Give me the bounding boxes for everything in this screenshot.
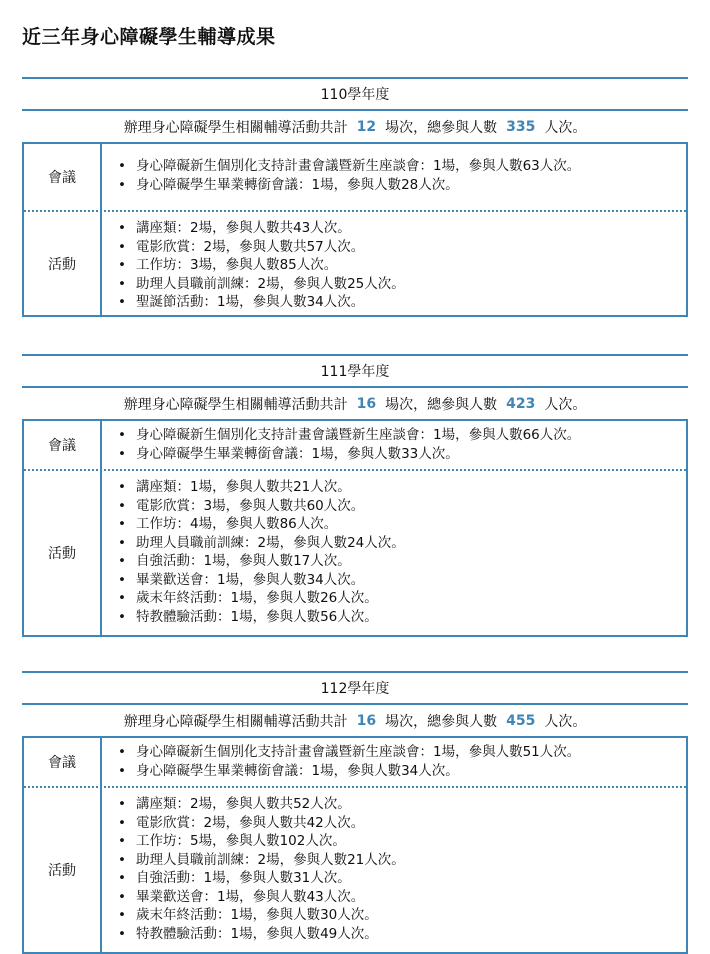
meetings-list — [102, 144, 580, 210]
list-item: • 聖誕節活動：1場，參與人數34人次。 — [116, 293, 405, 312]
year-section-111 — [22, 354, 688, 637]
list-item: • 畢業歡送會：1場，參與人數34人次。 — [116, 571, 405, 590]
list-item: • 電影欣賞：2場，參與人數共42人次。 — [116, 814, 405, 833]
meetings-label: 會議 — [24, 421, 102, 469]
list-item: • 工作坊：3場，參與人數85人次。 — [116, 256, 405, 275]
list-item: • 身心障礙新生個別化支持計畫會議暨新生座談會：1場，參與人數63人次。 — [116, 157, 580, 176]
year-summary — [22, 388, 688, 419]
activities-list — [102, 212, 405, 315]
meetings-row — [24, 421, 686, 469]
participants-count: 455 — [506, 712, 536, 729]
year-summary — [22, 705, 688, 736]
list-item: • 特教體驗活動：1場，參與人數56人次。 — [116, 608, 405, 627]
list-item: • 身心障礙學生畢業轉銜會議：1場，參與人數33人次。 — [116, 445, 580, 464]
summary-middle: 場次，總參與人數 — [385, 713, 498, 730]
list-item: • 畢業歡送會：1場，參與人數43人次。 — [116, 888, 405, 907]
meetings-list — [102, 421, 580, 469]
year-summary — [22, 111, 688, 142]
activities-row — [24, 786, 686, 952]
list-item: • 身心障礙學生畢業轉銜會議：1場，參與人數34人次。 — [116, 762, 580, 781]
detail-table — [22, 419, 688, 637]
activities-label: 活動 — [24, 788, 102, 952]
sessions-count: 16 — [356, 395, 377, 412]
year-heading — [22, 671, 688, 705]
activities-list — [102, 471, 405, 635]
list-item: • 歲末年終活動：1場，參與人數30人次。 — [116, 906, 405, 925]
list-item: • 講座類：1場，參與人數共21人次。 — [116, 478, 405, 497]
list-item: • 講座類：2場，參與人數共52人次。 — [116, 795, 405, 814]
list-item: • 講座類：2場，參與人數共43人次。 — [116, 219, 405, 238]
year-heading — [22, 77, 688, 111]
summary-prefix: 辦理身心障礙學生相關輔導活動共計 — [123, 396, 348, 413]
summary-prefix: 辦理身心障礙學生相關輔導活動共計 — [123, 119, 348, 136]
summary-prefix: 辦理身心障礙學生相關輔導活動共計 — [123, 713, 348, 730]
summary-suffix: 人次。 — [544, 713, 587, 730]
meetings-list — [102, 738, 580, 786]
list-item: • 特教體驗活動：1場，參與人數49人次。 — [116, 925, 405, 944]
list-item: • 身心障礙新生個別化支持計畫會議暨新生座談會：1場，參與人數66人次。 — [116, 426, 580, 445]
summary-middle: 場次，總參與人數 — [385, 396, 498, 413]
list-item: • 電影欣賞：2場，參與人數共57人次。 — [116, 238, 405, 257]
meetings-row — [24, 738, 686, 786]
list-item: • 身心障礙新生個別化支持計畫會議暨新生座談會：1場，參與人數51人次。 — [116, 743, 580, 762]
detail-table — [22, 736, 688, 954]
list-item: • 工作坊：5場，參與人數102人次。 — [116, 832, 405, 851]
list-item: • 工作坊：4場，參與人數86人次。 — [116, 515, 405, 534]
year-label: 111學年度 — [320, 364, 390, 380]
summary-suffix: 人次。 — [544, 119, 587, 136]
page-title: 近三年身心障礙學生輔導成果 — [22, 26, 276, 48]
participants-count: 423 — [506, 395, 536, 412]
year-label: 112學年度 — [320, 681, 390, 697]
list-item: • 電影欣賞：3場，參與人數共60人次。 — [116, 497, 405, 516]
activities-row — [24, 469, 686, 635]
list-item: • 歲末年終活動：1場，參與人數26人次。 — [116, 589, 405, 608]
year-label: 110學年度 — [320, 87, 390, 103]
list-item: • 身心障礙學生畢業轉銜會議：1場，參與人數28人次。 — [116, 176, 580, 195]
meetings-row — [24, 144, 686, 210]
participants-count: 335 — [506, 118, 536, 135]
meetings-label: 會議 — [24, 738, 102, 786]
list-item: • 自強活動：1場，參與人數17人次。 — [116, 552, 405, 571]
activities-label: 活動 — [24, 471, 102, 635]
year-section-110 — [22, 77, 688, 317]
year-heading — [22, 354, 688, 388]
sessions-count: 12 — [356, 118, 377, 135]
summary-suffix: 人次。 — [544, 396, 587, 413]
activities-label: 活動 — [24, 212, 102, 315]
sessions-count: 16 — [356, 712, 377, 729]
list-item: • 自強活動：1場，參與人數31人次。 — [116, 869, 405, 888]
detail-table — [22, 142, 688, 317]
meetings-label: 會議 — [24, 144, 102, 210]
activities-list — [102, 788, 405, 952]
year-section-112 — [22, 671, 688, 954]
list-item: • 助理人員職前訓練：2場，參與人數21人次。 — [116, 851, 405, 870]
list-item: • 助理人員職前訓練：2場，參與人數24人次。 — [116, 534, 405, 553]
list-item: • 助理人員職前訓練：2場，參與人數25人次。 — [116, 275, 405, 294]
activities-row — [24, 210, 686, 315]
summary-middle: 場次，總參與人數 — [385, 119, 498, 136]
